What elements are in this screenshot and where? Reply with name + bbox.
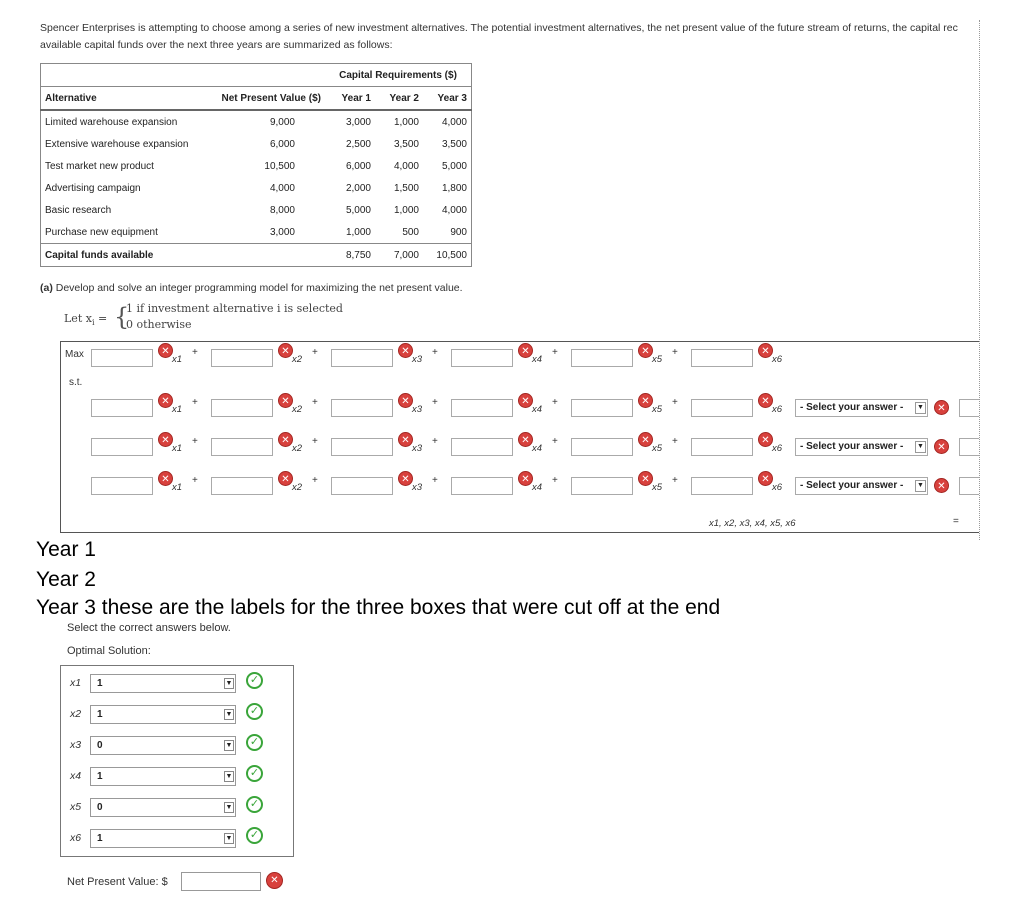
constraint-coef-input[interactable] xyxy=(331,438,393,456)
constraint-coef-input[interactable] xyxy=(571,477,633,495)
x-circle-icon: ✕ xyxy=(518,343,533,358)
objective-coef-input[interactable] xyxy=(691,349,753,367)
table-cell: 4,000 xyxy=(441,116,467,128)
plus-sign: + xyxy=(192,347,198,358)
x-circle-icon: ✕ xyxy=(158,471,173,486)
table-cell: Extensive warehouse expansion xyxy=(45,138,189,150)
check-circle-icon: ✓ xyxy=(246,734,263,751)
table-cell: 1,800 xyxy=(441,182,467,194)
select-placeholder: - Select your answer - xyxy=(800,441,904,452)
table-cell: 1,000 xyxy=(393,116,419,128)
table-cell: 2,500 xyxy=(345,138,371,150)
max-label: Max xyxy=(65,349,84,360)
st-label: s.t. xyxy=(69,377,83,388)
table-cell: 1,000 xyxy=(345,226,371,238)
plus-sign: + xyxy=(192,475,198,486)
chevron-down-icon: ▼ xyxy=(915,441,926,453)
part-a-text: Develop and solve an integer programming model for maximizing the net present value. xyxy=(52,282,463,294)
chevron-down-icon: ▼ xyxy=(225,773,233,780)
table-cell: 500 xyxy=(402,226,419,238)
brace-symbol: { xyxy=(114,303,130,331)
plus-sign: + xyxy=(432,397,438,408)
table-cell: Advertising campaign xyxy=(45,182,141,194)
x-circle-icon: ✕ xyxy=(758,432,773,447)
x-circle-icon: ✕ xyxy=(158,343,173,358)
constraint-sign-select[interactable] xyxy=(795,477,928,495)
constraint-coef-input[interactable] xyxy=(211,438,273,456)
variable-label: x3 xyxy=(412,354,423,365)
table-cell: Purchase new equipment xyxy=(45,226,158,238)
constraint-coef-input[interactable] xyxy=(331,477,393,495)
select-placeholder: - Select your answer - xyxy=(800,402,904,413)
table-cell: 4,000 xyxy=(269,182,295,194)
check-circle-icon: ✓ xyxy=(246,827,263,844)
selected-value: 0 xyxy=(97,802,103,813)
solution-value-select[interactable] xyxy=(90,705,236,724)
table-cell: Capital funds available xyxy=(41,244,200,267)
table-row xyxy=(41,221,472,244)
constraint-coef-input[interactable] xyxy=(211,399,273,417)
solution-var-label: x1 xyxy=(70,677,82,689)
x-circle-icon: ✕ xyxy=(266,872,283,889)
table-cell: 9,000 xyxy=(269,116,295,128)
variable-label: x4 xyxy=(532,443,543,454)
table-cell: 5,000 xyxy=(441,160,467,172)
plus-sign: + xyxy=(312,436,318,447)
variable-label: x5 xyxy=(652,404,663,415)
plus-sign: + xyxy=(552,436,558,447)
table-row xyxy=(41,155,472,177)
solution-var-label: x4 xyxy=(70,770,82,782)
intro-line-1: Spencer Enterprises is attempting to choose among a series of new investment alternatives. The potential investment alternatives, the net present value of the future stream of returns, the capital rec xyxy=(40,22,958,34)
x-circle-icon: ✕ xyxy=(758,343,773,358)
table-cell: Limited warehouse expansion xyxy=(45,116,178,128)
constraint-coef-input[interactable] xyxy=(571,438,633,456)
constraint-coef-input[interactable] xyxy=(691,399,753,417)
case-selected: 1 if investment alternative i is selected xyxy=(126,302,343,315)
npv-label: Net Present Value: $ xyxy=(67,876,168,888)
objective-coef-input[interactable] xyxy=(331,349,393,367)
table-cell: 3,500 xyxy=(441,138,467,150)
variable-label: x6 xyxy=(772,482,783,493)
intro-line-2: available capital funds over the next three years are summarized as follows: xyxy=(40,39,393,51)
table-cell: 3,000 xyxy=(345,116,371,128)
variable-label: x3 xyxy=(412,443,423,454)
problem-intro xyxy=(40,20,980,54)
x-circle-icon: ✕ xyxy=(398,432,413,447)
selected-value: 1 xyxy=(97,709,103,720)
variable-label: x6 xyxy=(772,354,783,365)
note-year-2: Year 2 xyxy=(36,568,96,591)
case-otherwise: 0 otherwise xyxy=(126,318,192,331)
solution-value-select[interactable] xyxy=(90,736,236,755)
let-eq: = xyxy=(94,312,108,325)
variable-label: x4 xyxy=(532,354,543,365)
check-circle-icon: ✓ xyxy=(246,672,263,689)
table-cell: 6,000 xyxy=(269,138,295,150)
table-row-total xyxy=(41,244,472,267)
variable-label: x6 xyxy=(772,443,783,454)
x-circle-icon: ✕ xyxy=(518,471,533,486)
variable-label: x3 xyxy=(412,482,423,493)
chevron-down-icon: ▼ xyxy=(915,402,926,414)
constraint-coef-input[interactable] xyxy=(451,399,513,417)
x-circle-icon: ✕ xyxy=(934,439,949,454)
table-group-header: Capital Requirements ($) xyxy=(325,64,472,87)
table-cell: 6,000 xyxy=(345,160,371,172)
table-cell: 10,500 xyxy=(423,244,472,267)
let-prefix: Let x xyxy=(64,312,92,325)
x-circle-icon: ✕ xyxy=(518,393,533,408)
constraint-sign-select[interactable] xyxy=(795,399,928,417)
table-row xyxy=(41,177,472,199)
optimal-solution-label: Optimal Solution: xyxy=(67,645,151,657)
rhs-input[interactable] xyxy=(959,399,979,417)
x-circle-icon: ✕ xyxy=(398,471,413,486)
table-cell: 2,000 xyxy=(345,182,371,194)
plus-sign: + xyxy=(432,347,438,358)
constraint-coef-input[interactable] xyxy=(91,438,153,456)
table-cell: 1,000 xyxy=(393,204,419,216)
x-circle-icon: ✕ xyxy=(278,432,293,447)
chevron-down-icon: ▼ xyxy=(225,711,233,718)
table-cell: 5,000 xyxy=(345,204,371,216)
note-year-3: Year 3 these are the labels for the three boxes that were cut off at the end xyxy=(36,596,721,619)
check-circle-icon: ✓ xyxy=(246,703,263,720)
content-edge xyxy=(979,20,980,540)
rhs-input[interactable] xyxy=(959,477,979,495)
x-circle-icon: ✕ xyxy=(398,343,413,358)
variable-label: x2 xyxy=(292,482,303,493)
constraint-coef-input[interactable] xyxy=(571,399,633,417)
constraint-coef-input[interactable] xyxy=(691,477,753,495)
x-circle-icon: ✕ xyxy=(638,393,653,408)
table-cell: 1,500 xyxy=(393,182,419,194)
chevron-down-icon: ▼ xyxy=(225,835,233,842)
constraint-coef-input[interactable] xyxy=(91,399,153,417)
plus-sign: + xyxy=(312,347,318,358)
plus-sign: + xyxy=(552,397,558,408)
solution-value-select[interactable] xyxy=(90,674,236,693)
variable-label: x5 xyxy=(652,354,663,365)
plus-sign: + xyxy=(672,347,678,358)
objective-coef-input[interactable] xyxy=(91,349,153,367)
table-row xyxy=(41,199,472,221)
variable-label: x1 xyxy=(172,443,183,454)
table-cell: 4,000 xyxy=(393,160,419,172)
x-circle-icon: ✕ xyxy=(638,471,653,486)
let-sub: i xyxy=(91,318,95,328)
rhs-input[interactable] xyxy=(959,438,979,456)
plus-sign: + xyxy=(192,397,198,408)
note-year-1: Year 1 xyxy=(36,538,96,561)
check-circle-icon: ✓ xyxy=(246,796,263,813)
variable-label: x5 xyxy=(652,443,663,454)
variable-label: x2 xyxy=(292,354,303,365)
col-header: Year 2 xyxy=(375,87,423,111)
col-header: Year 1 xyxy=(325,87,375,111)
constraint-sign-select[interactable] xyxy=(795,438,928,456)
plus-sign: + xyxy=(672,475,678,486)
col-header: Net Present Value ($) xyxy=(199,87,325,111)
variable-label: x2 xyxy=(292,404,303,415)
table-cell: 8,000 xyxy=(269,204,295,216)
objective-coef-input[interactable] xyxy=(571,349,633,367)
col-header: Year 3 xyxy=(423,87,472,111)
x-circle-icon: ✕ xyxy=(638,432,653,447)
chevron-down-icon: ▼ xyxy=(225,680,233,687)
select-placeholder: - Select your answer - xyxy=(800,480,904,491)
chevron-down-icon: ▼ xyxy=(225,742,233,749)
x-circle-icon: ✕ xyxy=(278,471,293,486)
plus-sign: + xyxy=(552,475,558,486)
chevron-down-icon: ▼ xyxy=(915,480,926,492)
constraint-coef-input[interactable] xyxy=(451,438,513,456)
solution-value-select[interactable] xyxy=(90,767,236,786)
selected-value: 0 xyxy=(97,740,103,751)
x-circle-icon: ✕ xyxy=(398,393,413,408)
selected-value: 1 xyxy=(97,833,103,844)
plus-sign: + xyxy=(312,475,318,486)
table-cell: 4,000 xyxy=(441,204,467,216)
plus-sign: + xyxy=(672,397,678,408)
table-row xyxy=(41,110,472,133)
col-header: Alternative xyxy=(41,87,200,111)
solution-value-select[interactable] xyxy=(90,798,236,817)
x-circle-icon: ✕ xyxy=(278,343,293,358)
table-cell: 7,000 xyxy=(375,244,423,267)
variable-label: x1 xyxy=(172,404,183,415)
x-circle-icon: ✕ xyxy=(934,400,949,415)
variable-label: x1 xyxy=(172,354,183,365)
constraint-coef-input[interactable] xyxy=(331,399,393,417)
constraint-coef-input[interactable] xyxy=(211,477,273,495)
solution-value-select[interactable] xyxy=(90,829,236,848)
x-circle-icon: ✕ xyxy=(518,432,533,447)
variable-label: x1 xyxy=(172,482,183,493)
solution-var-label: x6 xyxy=(70,832,82,844)
ip-model-box xyxy=(60,341,979,533)
x-circle-icon: ✕ xyxy=(934,478,949,493)
plus-sign: + xyxy=(192,436,198,447)
table-row xyxy=(41,133,472,155)
table-cell: 900 xyxy=(450,226,467,238)
npv-input[interactable] xyxy=(181,872,261,891)
plus-sign: + xyxy=(672,436,678,447)
table-cell xyxy=(199,244,325,267)
table-cell: 3,500 xyxy=(393,138,419,150)
selected-value: 1 xyxy=(97,771,103,782)
table-cell: 8,750 xyxy=(325,244,375,267)
solution-var-label: x5 xyxy=(70,801,82,813)
objective-coef-input[interactable] xyxy=(451,349,513,367)
variable-label: x5 xyxy=(652,482,663,493)
variable-label: x4 xyxy=(532,404,543,415)
selected-value: 1 xyxy=(97,678,103,689)
constraint-coef-input[interactable] xyxy=(91,477,153,495)
variable-label: x3 xyxy=(412,404,423,415)
nonnegativity-vars: x1, x2, x3, x4, x5, x6 xyxy=(709,518,796,529)
plus-sign: + xyxy=(312,397,318,408)
chevron-down-icon: ▼ xyxy=(225,804,233,811)
optimal-solution-box xyxy=(60,665,294,857)
table-cell: Test market new product xyxy=(45,160,154,172)
table-cell: 10,500 xyxy=(264,160,295,172)
plus-sign: + xyxy=(552,347,558,358)
constraint-coef-input[interactable] xyxy=(451,477,513,495)
x-circle-icon: ✕ xyxy=(638,343,653,358)
x-circle-icon: ✕ xyxy=(158,432,173,447)
equals-sign: = xyxy=(953,516,959,527)
x-circle-icon: ✕ xyxy=(758,471,773,486)
select-instructions: Select the correct answers below. xyxy=(67,622,231,634)
variable-label: x6 xyxy=(772,404,783,415)
check-circle-icon: ✓ xyxy=(246,765,263,782)
plus-sign: + xyxy=(432,436,438,447)
solution-var-label: x2 xyxy=(70,708,82,720)
solution-var-label: x3 xyxy=(70,739,82,751)
capital-requirements-table xyxy=(40,63,472,267)
constraint-coef-input[interactable] xyxy=(691,438,753,456)
table-cell: Basic research xyxy=(45,204,112,216)
x-circle-icon: ✕ xyxy=(278,393,293,408)
variable-label: x2 xyxy=(292,443,303,454)
x-circle-icon: ✕ xyxy=(758,393,773,408)
table-cell: 3,000 xyxy=(269,226,295,238)
variable-label: x4 xyxy=(532,482,543,493)
x-circle-icon: ✕ xyxy=(158,393,173,408)
objective-coef-input[interactable] xyxy=(211,349,273,367)
plus-sign: + xyxy=(432,475,438,486)
part-a-label: (a) xyxy=(40,282,53,294)
part-a-prompt xyxy=(40,282,463,294)
